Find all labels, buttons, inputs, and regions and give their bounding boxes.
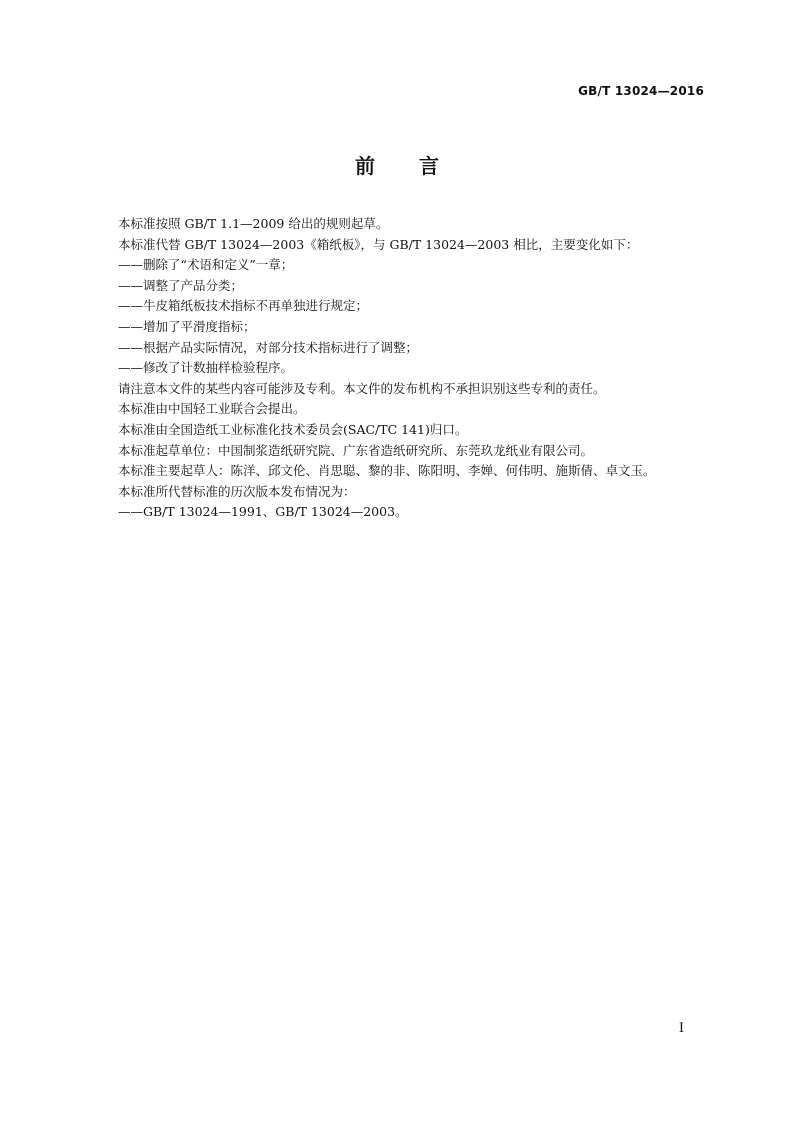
page-title: 前言	[355, 154, 483, 178]
change-item: ——根据产品实际情况，对部分技术指标进行了调整；	[118, 339, 419, 355]
foreword-body	[118, 214, 698, 523]
paragraph-patent-notice: 请注意本文件的某些内容可能涉及专利。本文件的发布机构不承担识别这些专利的责任。	[118, 380, 606, 396]
paragraph-drafting-units: 本标准起草单位：中国制浆造纸研究院、广东省造纸研究所、东莞玖龙纸业有限公司。	[118, 442, 594, 458]
change-item: ——增加了平滑度指标；	[118, 318, 256, 334]
change-item: ——修改了计数抽样检验程序。	[118, 360, 294, 376]
change-item: ——牛皮箱纸板技术指标不再单独进行规定；	[118, 298, 369, 314]
page-number: I	[678, 1021, 684, 1036]
standard-number: GB/T 13024—2016	[578, 84, 704, 98]
history-item: ——GB/T 13024—1991、GB/T 13024—2003。	[118, 504, 408, 520]
change-item: ——调整了产品分类；	[118, 277, 244, 293]
change-item: ——删除了“术语和定义”一章；	[118, 257, 294, 273]
paragraph-proposer: 本标准由中国轻工业联合会提出。	[118, 401, 306, 417]
paragraph-replacement: 本标准代替 GB/T 13024—2003《箱纸板》，与 GB/T 13024—2003 相比，主要变化如下：	[118, 236, 639, 252]
paragraph-committee: 本标准由全国造纸工业标准化技术委员会(SAC/TC 141)归口。	[118, 421, 468, 437]
paragraph-drafting-rules: 本标准按照 GB/T 1.1—2009 给出的规则起草。	[118, 216, 389, 231]
paragraph-drafters: 本标准主要起草人：陈洋、邱文伦、肖思聪、黎的非、陈阳明、李婵、何伟明、施斯倩、卓文玉。	[118, 463, 656, 479]
paragraph-history-intro: 本标准所代替标准的历次版本发布情况为：	[118, 483, 356, 499]
